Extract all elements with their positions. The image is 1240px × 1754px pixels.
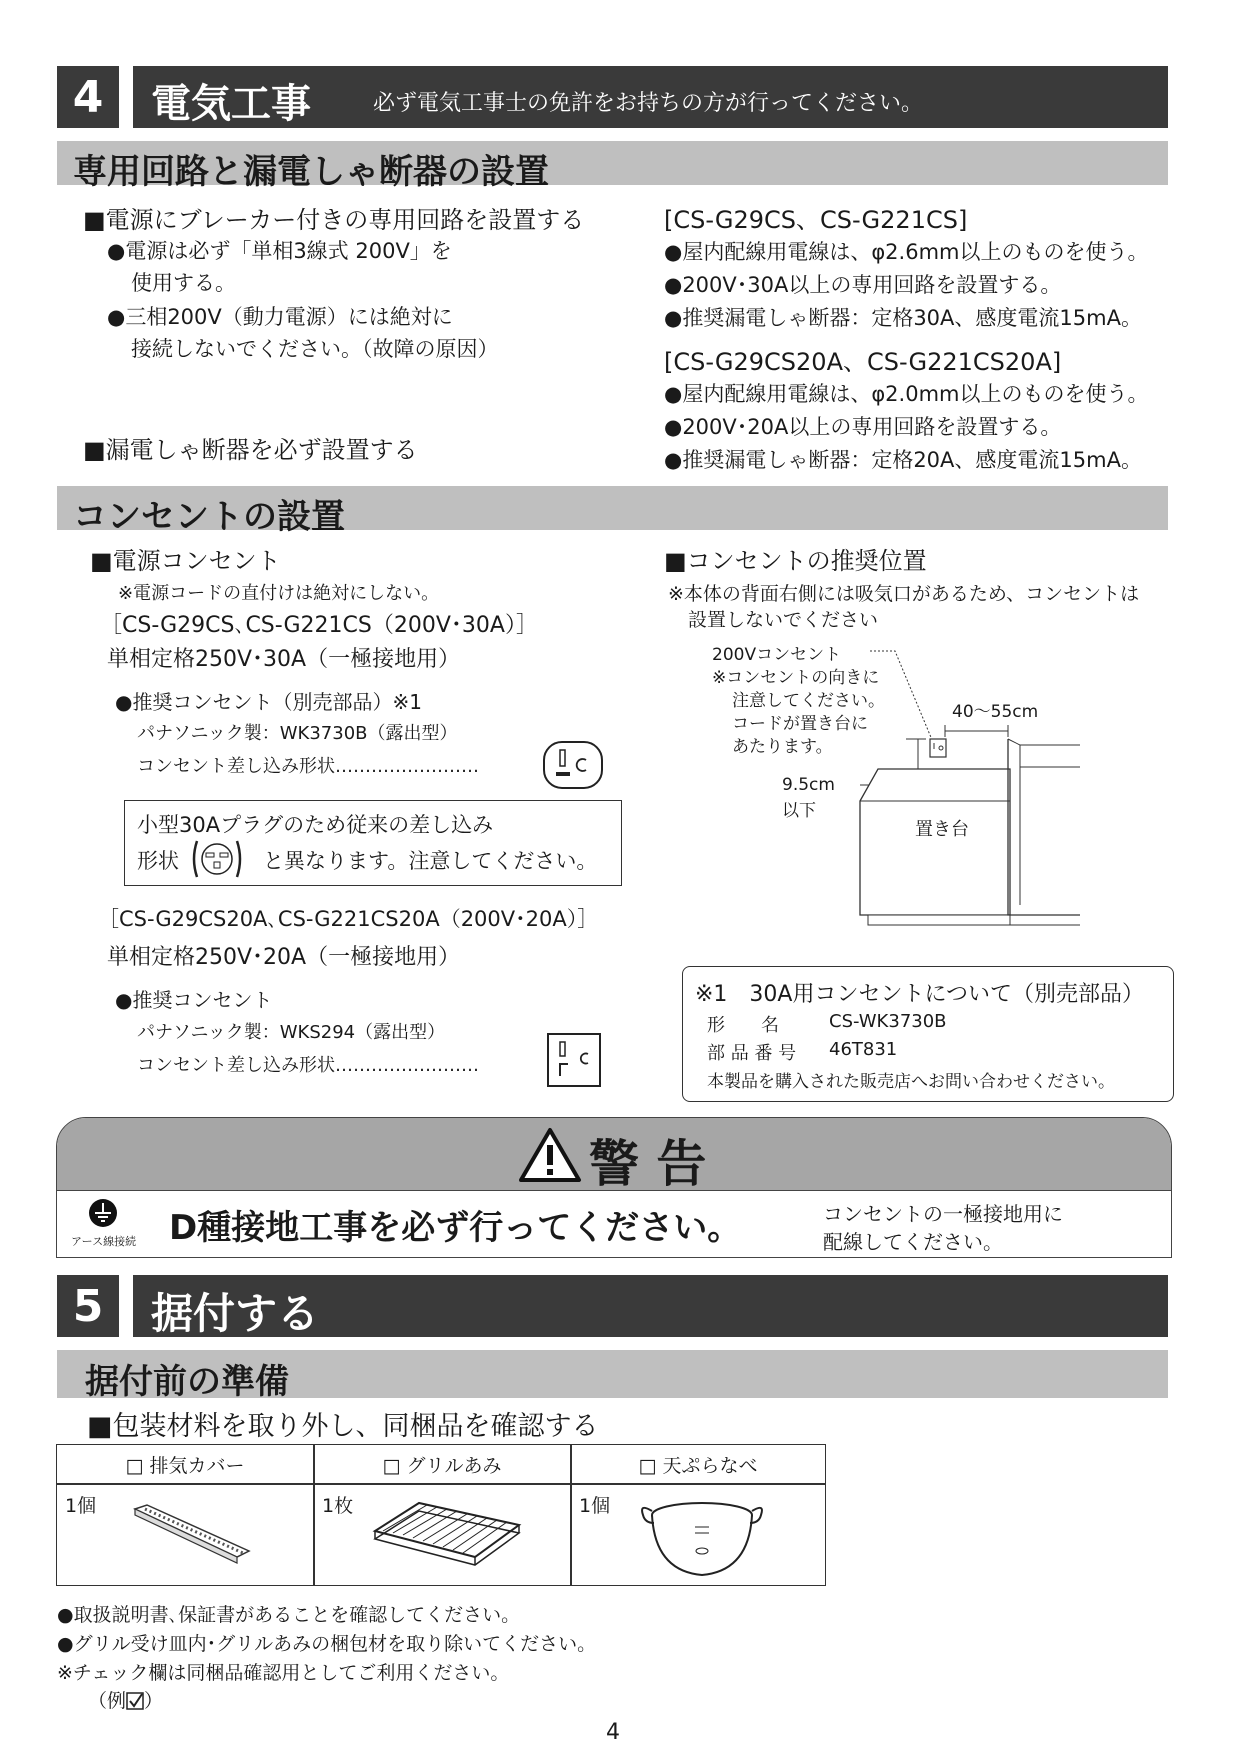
prep-heading: 据付前の準備 (85, 1362, 289, 1402)
prep-note-3: ※チェック欄は同梱品確認用としてご利用ください。 (57, 1662, 510, 1684)
outlet-position-note-2: 設置しないでください (688, 609, 879, 631)
section-4-note: 必ず電気工事士の免許をお持ちの方が行ってください。 (373, 91, 924, 116)
exhaust-cover-illustration (127, 1501, 257, 1571)
item-3-qty: 1個 (579, 1495, 611, 1517)
circuit-a-bullet-2: ●200V･30A以上の専用回路を設置する。 (664, 273, 1062, 297)
section-5-title: 据付する (151, 1289, 320, 1338)
section-number-5: 5 (57, 1275, 119, 1337)
circuit-a-bullet-1: ●屋内配線用電線は、φ2.6mm以上のものを使う。 (664, 240, 1149, 264)
grill-net-illustration (367, 1495, 527, 1577)
section-4-title: 電気工事 (151, 81, 311, 127)
prep-subheading: ■包装材料を取り外し、同梱品を確認する (87, 1411, 599, 1442)
plug-warning-box (124, 800, 622, 886)
earth-ground-icon (88, 1198, 118, 1228)
section-5-header-bar (133, 1275, 1168, 1337)
circuit-heading-bar (57, 141, 1168, 192)
reference-contact: 本製品を購入された販売店へお問い合わせください。 (707, 1072, 1115, 1092)
circuit-heading: 専用回路と漏電しゃ断器の設置 (73, 152, 549, 192)
diagram-label-direction-4: あたります。 (732, 737, 833, 757)
section-number-4: 4 (57, 66, 119, 128)
diagram-label-height-1: 9.5cm (782, 775, 835, 795)
power-outlet-note: ※電源コードの直付けは絶対にしない。 (118, 583, 440, 604)
item-3-name[interactable]: □ 天ぷらなべ (638, 1454, 758, 1477)
circuit-a-bullet-3: ●推奨漏電しゃ断器：定格30A、感度電流15mA。 (664, 306, 1142, 330)
warning-side-text-2: 配線してください。 (823, 1230, 1003, 1254)
prep-note-1: ●取扱説明書､保証書があることを確認してください。 (57, 1604, 521, 1626)
outlet-shape-30a-label: コンセント差し込み形状…………………… (137, 756, 479, 777)
power-outlet-subheading: ■電源コンセント (90, 547, 281, 575)
item-2-qty: 1枚 (322, 1495, 354, 1517)
reference-title: ※1 30A用コンセントについて（別売部品） (695, 982, 1145, 1007)
outlet-reference-box (682, 966, 1174, 1102)
outlet-recommended-30a: ●推奨コンセント（別売部品）※1 (115, 690, 422, 714)
page-number: 4 (606, 1720, 620, 1745)
reference-part-value: 46T831 (829, 1039, 898, 1060)
checkbox-example-pre: （例 (88, 1690, 127, 1712)
circuit-left-bullet-2b: 接続しないでください。（故障の原因） (131, 337, 499, 361)
diagram-label-direction-3: コードが置き台に (732, 714, 868, 734)
prep-note-2: ●グリル受け皿内･グリルあみの梱包材を取り除いてください。 (57, 1633, 597, 1655)
warning-side-text-1: コンセントの一極接地用に (823, 1202, 1063, 1226)
checkbox-example (88, 1686, 163, 1713)
outlet-shape-20a-icon (546, 1032, 602, 1088)
reference-name-value: CS-WK3730B (829, 1011, 947, 1032)
checkbox-example-post: ） (144, 1690, 164, 1712)
outlet-maker-30a: パナソニック製：WK3730B（露出型） (137, 723, 458, 744)
outlet-position-subheading: ■コンセントの推奨位置 (664, 547, 927, 575)
section-4-header-bar (133, 66, 1168, 128)
table-cell-item-2 (314, 1445, 570, 1483)
outlet-heading: コンセントの設置 (73, 497, 345, 537)
diagram-label-height-2: 以下 (782, 801, 816, 821)
reference-part-label: 部 品 番 号 (707, 1043, 797, 1064)
table-cell-item-3 (571, 1445, 825, 1483)
table-cell-item-1 (57, 1445, 313, 1483)
included-items-table (56, 1444, 826, 1586)
outlet-rating-30a: 単相定格250V･30A（一極接地用） (107, 647, 461, 672)
diagram-label-distance: 40〜55cm (952, 702, 1039, 722)
outlet-rating-20a: 単相定格250V･20A（一極接地用） (107, 945, 461, 970)
circuit-b-bullet-3: ●推奨漏電しゃ断器：定格20A、感度電流15mA。 (664, 448, 1142, 472)
circuit-b-bullet-2: ●200V･20A以上の専用回路を設置する。 (664, 415, 1062, 439)
item-1-name[interactable]: □ 排気カバー (125, 1454, 245, 1477)
outlet-position-diagram (700, 635, 1080, 935)
circuit-b-bullet-1: ●屋内配線用電線は、φ2.0mm以上のものを使う。 (664, 382, 1149, 406)
plug-warning-line-1: 小型30Aプラグのため従来の差し込み (137, 813, 494, 837)
outlet-recommended-20a: ●推奨コンセント (115, 988, 273, 1012)
outlet-shape-20a-label: コンセント差し込み形状…………………… (137, 1055, 479, 1076)
outlet-heading-bar (57, 486, 1168, 537)
reference-name-label: 形 名 (707, 1015, 779, 1036)
circuit-model-b: [CS-G29CS20A、CS-G221CS20A] (664, 348, 1062, 376)
outlet-maker-20a: パナソニック製：WKS294（露出型） (137, 1022, 446, 1043)
diagram-label-direction-1: ※コンセントの向きに (712, 668, 880, 688)
diagram-label-stand: 置き台 (915, 819, 969, 840)
outlet-model-30a: ［CS-G29CS､CS-G221CS（200V･30A）］ (100, 613, 538, 638)
circuit-left-bullet-2a: ●三相200V（動力電源）には絶対に (107, 305, 453, 329)
warning-title: 警 告 (589, 1135, 707, 1193)
item-1-qty: 1個 (65, 1495, 97, 1517)
plug-warning-line-2-post: と異なります。注意してください。 (263, 849, 598, 873)
checked-checkbox-icon (126, 1692, 144, 1710)
circuit-left-subheading-2: ■漏電しゃ断器を必ず設置する (83, 436, 418, 464)
circuit-left-bullet-1b: 使用する。 (131, 271, 236, 295)
old-plug-icon (189, 837, 245, 881)
table-header-divider (57, 1483, 825, 1485)
circuit-left-bullet-1a: ●電源は必ず「単相3線式 200V」を (107, 239, 452, 263)
circuit-left-subheading-1: ■電源にブレーカー付きの専用回路を設置する (83, 206, 585, 234)
outlet-model-20a: ［CS-G29CS20A､CS-G221CS20A（200V･20A）］ (98, 907, 599, 931)
diagram-label-direction-2: 注意してください。 (732, 691, 885, 711)
tempura-pot-illustration (637, 1493, 767, 1581)
prep-heading-bar (57, 1350, 1168, 1402)
diagram-label-200v: 200Vコンセント (712, 645, 842, 665)
plug-warning-line-2-pre: 形状 (137, 849, 179, 873)
warning-box (56, 1117, 1172, 1258)
warning-main-text: D種接地工事を必ず行ってください。 (169, 1208, 742, 1248)
item-2-name[interactable]: □ グリルあみ (382, 1454, 502, 1477)
warning-triangle-icon (518, 1127, 582, 1183)
circuit-model-a: [CS-G29CS、CS-G221CS] (664, 206, 968, 234)
outlet-shape-30a-icon (540, 738, 606, 792)
earth-icon-caption: アース線接続 (71, 1235, 137, 1248)
outlet-position-note-1: ※本体の背面右側には吸気口があるため、コンセントは (668, 583, 1140, 605)
